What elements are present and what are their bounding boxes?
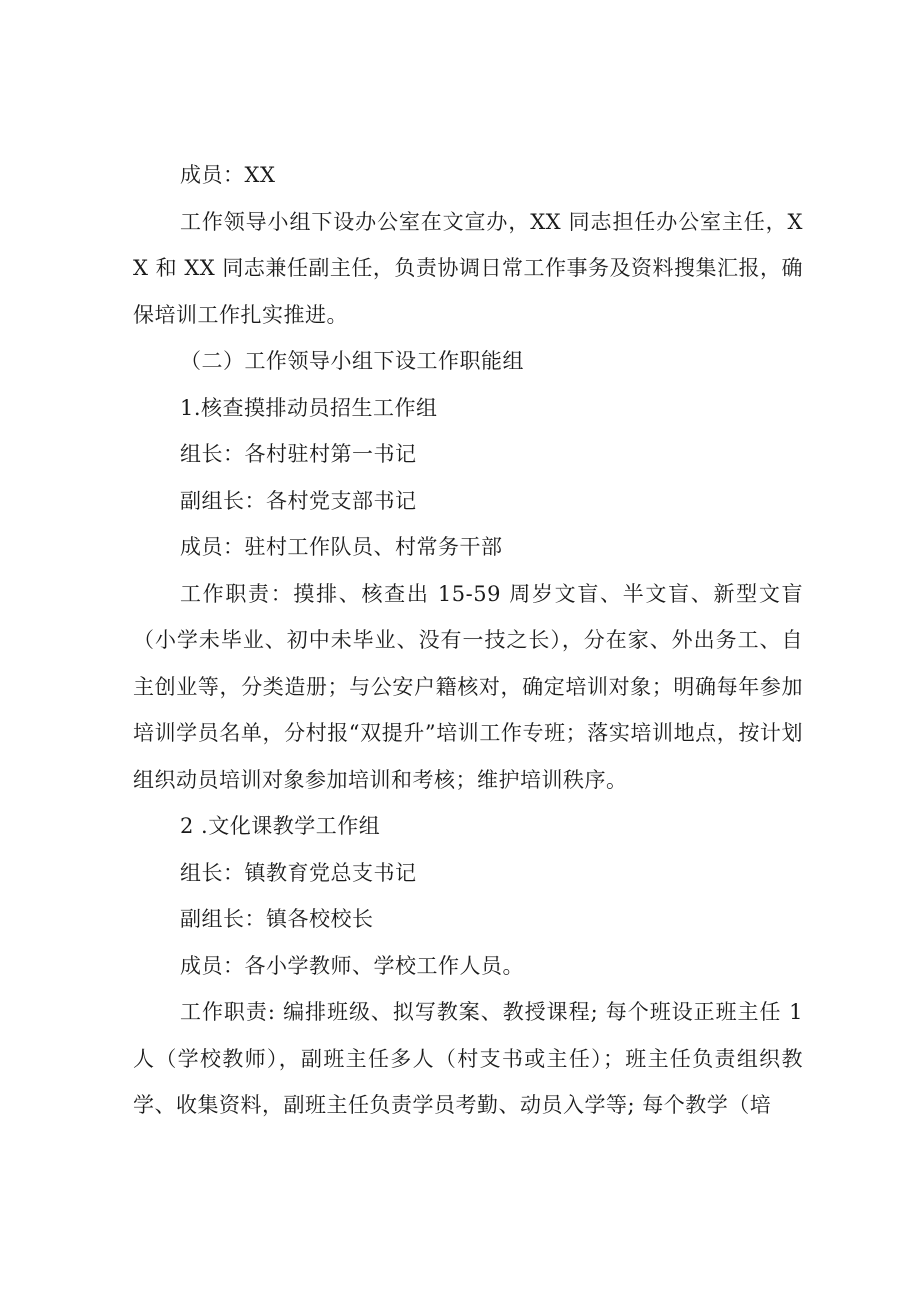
- paragraph-members: 成员：XX: [180, 163, 276, 187]
- paragraph-group-leader-1: 组长：各村驻村第一书记: [180, 442, 417, 466]
- paragraph-deputy-leader-2: 副组长：镇各校校长: [180, 907, 374, 931]
- paragraph-group-leader-2: 组长：镇教育党总支书记: [180, 860, 417, 885]
- document-body: [133, 152, 811, 1129]
- paragraph-duties-2: 工作职责: 编排班级、拟写教案、教授课程; 每个班设正班主任 1 人（学校教师），副班主任多人（村支书或主任）；班主任负责组织教学、收集资料，副班主任负责学员考勤、动员入学等; 每个教学（培: [133, 1000, 811, 1117]
- paragraph-office-setup: 工作领导小组下设办公室在文宣办，XX 同志担任办公室主任，XX 和 XX 同志兼任副主任，负责协调日常工作事务及资料搜集汇报，确保培训工作扎实推进。: [133, 209, 803, 327]
- subheading-enrollment-group: 1.核查摸排动员招生工作组: [180, 395, 438, 420]
- paragraph-deputy-leader-1: 副组长：各村党支部书记: [180, 488, 417, 513]
- paragraph-duties-1: 工作职责：摸排、核查出 15-59 周岁文盲、半文盲、新型文盲（小学未毕业、初中未毕业、没有一技之长），分在家、外出务工、自主创业等，分类造册；与公安户籍核对，确定培训对象；明确每年参加培训学员名单，分村报“双提升”培训工作专班；落实培训地点，按计划组织动员培训对象参加培训和考核；维护培训秩序。: [133, 581, 803, 792]
- subheading-teaching-group: 2 .文化课教学工作组: [180, 814, 381, 838]
- paragraph-members-2: 成员：各小学教师、学校工作人员。: [180, 953, 524, 978]
- paragraph-members-1: 成员：驻村工作队员、村常务干部: [180, 535, 503, 559]
- section-heading-functional-groups: （二）工作领导小组下设工作职能组: [180, 349, 524, 373]
